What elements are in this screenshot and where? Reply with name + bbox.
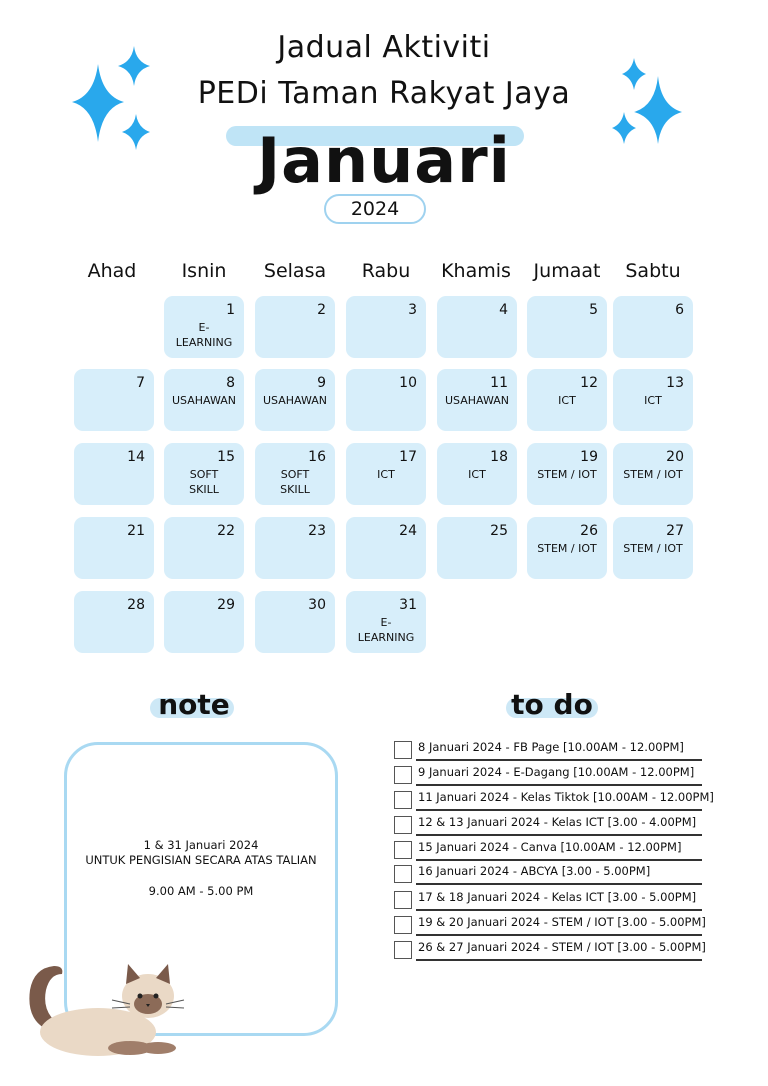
todo-underline (416, 784, 702, 786)
day-event: SOFT SKILL (189, 468, 219, 496)
day-number: 16 (308, 449, 326, 465)
todo-checkbox[interactable] (394, 766, 412, 784)
todo-underline (416, 909, 702, 911)
todo-text: 26 & 27 Januari 2024 - STEM / IOT [3.00 - 5.00PM] (418, 940, 706, 954)
todo-checkbox[interactable] (394, 791, 412, 809)
day-number: 4 (499, 302, 508, 318)
day-cell[interactable] (255, 517, 335, 579)
todo-item (394, 764, 702, 788)
day-number: 12 (580, 375, 598, 391)
todo-underline (416, 809, 702, 811)
todo-checkbox[interactable] (394, 941, 412, 959)
todo-text: 12 & 13 Januari 2024 - Kelas ICT [3.00 - 4.00PM] (418, 815, 697, 829)
day-number: 5 (589, 302, 598, 318)
todo-text: 17 & 18 Januari 2024 - Kelas ICT [3.00 - 5.00PM] (418, 890, 697, 904)
weekday-ahad: Ahad (87, 260, 137, 282)
todo-underline (416, 759, 702, 761)
day-number: 7 (136, 375, 145, 391)
todo-item (394, 914, 706, 938)
day-cell[interactable] (613, 443, 693, 505)
day-cell[interactable] (346, 517, 426, 579)
day-event: ICT (468, 468, 486, 481)
day-number: 11 (490, 375, 508, 391)
day-number: 13 (666, 375, 684, 391)
day-number: 30 (308, 597, 326, 613)
cat-illustration (20, 960, 190, 1060)
day-number: 18 (490, 449, 508, 465)
day-event: SOFT SKILL (280, 468, 310, 496)
note-heading: note (158, 688, 230, 721)
day-event: ICT (377, 468, 395, 481)
day-number: 26 (580, 523, 598, 539)
day-number: 9 (317, 375, 326, 391)
day-cell[interactable] (164, 443, 244, 505)
day-number: 23 (308, 523, 326, 539)
todo-text: 19 & 20 Januari 2024 - STEM / IOT [3.00 - 5.00PM] (418, 915, 706, 929)
day-cell[interactable] (74, 517, 154, 579)
day-cell[interactable] (613, 517, 693, 579)
todo-checkbox[interactable] (394, 916, 412, 934)
day-event: STEM / IOT (537, 542, 597, 555)
weekday-selasa: Selasa (263, 260, 327, 282)
note-line-3: 9.00 AM - 5.00 PM (148, 884, 254, 898)
day-number: 28 (127, 597, 145, 613)
day-number: 24 (399, 523, 417, 539)
todo-item (394, 863, 702, 887)
todo-item (394, 939, 706, 963)
day-number: 25 (490, 523, 508, 539)
todo-item (394, 789, 714, 813)
day-event: E- LEARNING (175, 321, 233, 349)
title-line-1: Jadual Aktiviti (277, 30, 491, 65)
weekday-isnin: Isnin (181, 260, 227, 282)
todo-item (394, 814, 702, 838)
todo-checkbox[interactable] (394, 891, 412, 909)
day-number: 31 (399, 597, 417, 613)
day-number: 14 (127, 449, 145, 465)
weekday-jumaat: Jumaat (533, 260, 601, 282)
day-number: 27 (666, 523, 684, 539)
todo-checkbox[interactable] (394, 841, 412, 859)
day-number: 1 (226, 302, 235, 318)
day-cell[interactable] (74, 591, 154, 653)
todo-checkbox[interactable] (394, 816, 412, 834)
day-event: ICT (644, 394, 662, 407)
day-cell[interactable] (437, 443, 517, 505)
day-cell[interactable] (255, 443, 335, 505)
day-number: 17 (399, 449, 417, 465)
weekday-rabu: Rabu (361, 260, 411, 282)
day-event: STEM / IOT (623, 542, 683, 555)
year-badge: 2024 (324, 194, 426, 224)
title-line-2: PEDi Taman Rakyat Jaya (197, 76, 571, 111)
day-number: 3 (408, 302, 417, 318)
todo-text: 16 Januari 2024 - ABCYA [3.00 - 5.00PM] (418, 864, 651, 878)
day-cell[interactable] (164, 517, 244, 579)
day-event: E- LEARNING (357, 616, 415, 644)
day-cell[interactable] (437, 369, 517, 431)
month-title: Januari (257, 124, 511, 197)
day-event: USAHAWAN (172, 394, 236, 407)
day-event: USAHAWAN (263, 394, 327, 407)
day-cell[interactable] (613, 369, 693, 431)
day-number: 6 (675, 302, 684, 318)
todo-item (394, 739, 702, 763)
todo-text: 9 Januari 2024 - E-Dagang [10.00AM - 12.00PM] (418, 765, 695, 779)
day-cell[interactable] (613, 296, 693, 358)
day-cell[interactable] (74, 443, 154, 505)
todo-text: 11 Januari 2024 - Kelas Tiktok [10.00AM - 12.00PM] (418, 790, 714, 804)
day-cell[interactable] (346, 369, 426, 431)
day-event: USAHAWAN (445, 394, 509, 407)
day-cell[interactable] (346, 591, 426, 653)
day-cell[interactable] (164, 296, 244, 358)
todo-underline (416, 883, 702, 885)
todo-checkbox[interactable] (394, 865, 412, 883)
todo-text: 15 Januari 2024 - Canva [10.00AM - 12.00PM] (418, 840, 682, 854)
day-cell[interactable] (346, 296, 426, 358)
todo-checkbox[interactable] (394, 741, 412, 759)
todo-text: 8 Januari 2024 - FB Page [10.00AM - 12.00PM] (418, 740, 684, 754)
day-cell[interactable] (527, 369, 607, 431)
day-cell[interactable] (527, 517, 607, 579)
todo-underline (416, 859, 702, 861)
day-number: 21 (127, 523, 145, 539)
day-cell[interactable] (346, 443, 426, 505)
todo-underline (416, 834, 702, 836)
weekday-khamis: Khamis (441, 260, 511, 282)
day-cell[interactable] (255, 296, 335, 358)
day-event: ICT (558, 394, 576, 407)
todo-item (394, 839, 702, 863)
note-line-1: 1 & 31 Januari 2024 (143, 838, 259, 852)
day-number: 20 (666, 449, 684, 465)
note-line-2: UNTUK PENGISIAN SECARA ATAS TALIAN (85, 853, 317, 867)
day-cell[interactable] (527, 443, 607, 505)
weekday-sabtu: Sabtu (625, 260, 681, 282)
day-cell[interactable] (255, 591, 335, 653)
day-number: 15 (217, 449, 235, 465)
day-cell[interactable] (527, 296, 607, 358)
day-cell[interactable] (255, 369, 335, 431)
day-number: 8 (226, 375, 235, 391)
day-cell[interactable] (74, 369, 154, 431)
day-number: 19 (580, 449, 598, 465)
day-cell[interactable] (437, 296, 517, 358)
todo-item (394, 889, 702, 913)
day-number: 10 (399, 375, 417, 391)
day-cell[interactable] (164, 369, 244, 431)
day-cell[interactable] (164, 591, 244, 653)
day-cell[interactable] (437, 517, 517, 579)
day-number: 29 (217, 597, 235, 613)
day-event: STEM / IOT (623, 468, 683, 481)
todo-heading: to do (511, 688, 593, 721)
day-number: 2 (317, 302, 326, 318)
day-number: 22 (217, 523, 235, 539)
todo-underline (416, 934, 702, 936)
day-event: STEM / IOT (537, 468, 597, 481)
todo-underline (416, 959, 702, 961)
